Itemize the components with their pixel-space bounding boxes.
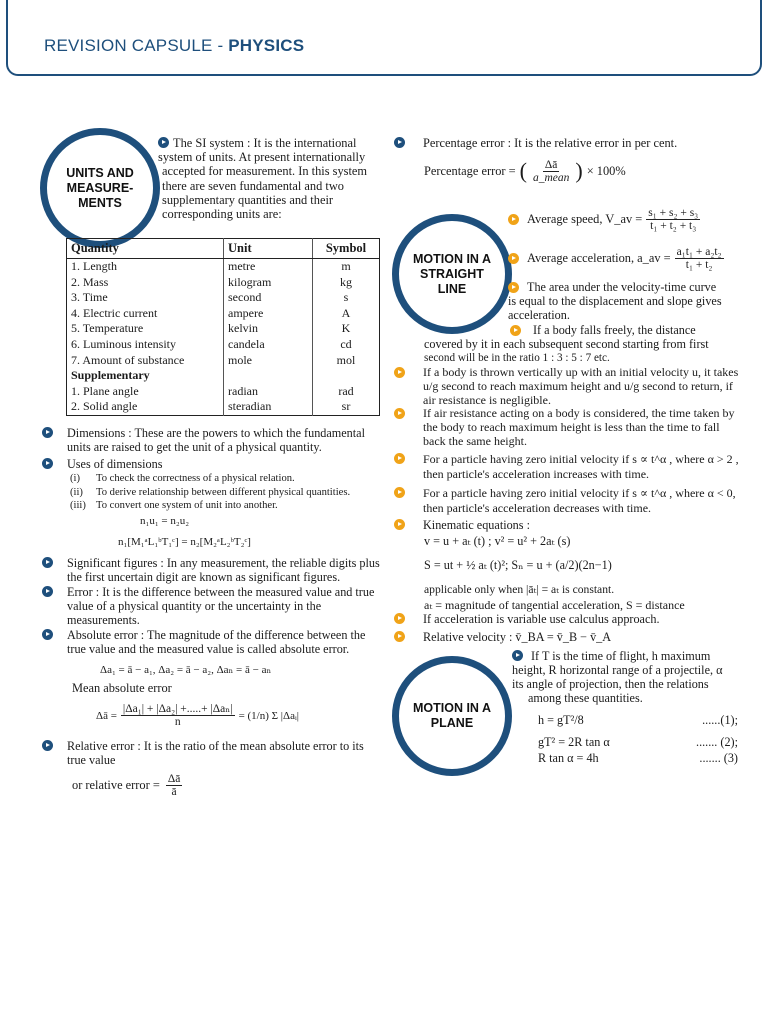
- list-item: h = gT²/8 ......(1);: [538, 713, 738, 727]
- projectile-item: If T is the time of flight, h maximum height, R horizontal range of a projectile, α its angle of projection, then the relations among these quantities.: [512, 649, 723, 705]
- velocity-time-area-item: The area under the velocity-time curve is equal to the displacement and slope gives acceleration.: [508, 280, 722, 322]
- air-resistance-item: If air resistance acting on a body is considered, the time taken by the body to reach maximum height is less than the time to fall back the same height.: [394, 407, 739, 448]
- chevron-right-icon: [394, 487, 405, 498]
- motion-in-plane-circle: MOTION IN A PLANE: [392, 656, 512, 776]
- kinematic-condition: applicable only when |āₜ| = aₜ is constant.: [424, 583, 615, 596]
- chevron-right-icon: [394, 631, 405, 642]
- chevron-right-icon: [42, 629, 53, 640]
- conversion-equation-2: n₁[M₁ᵃL₁ᵇT₁ᶜ] = n₂[M₂ᵃL₂ᵇT₂ᶜ]: [118, 536, 251, 548]
- list-item: (ii) To derive relationship between different physical quantities.: [70, 486, 351, 498]
- uses-of-dimensions-title: Uses of dimensions: [42, 457, 382, 472]
- chevron-right-icon: [42, 740, 53, 751]
- relative-velocity-item: Relative velocity : v̄_BA = v̄_B − v̄_A: [394, 630, 739, 645]
- table-row: 1. Plane angle radian rad: [67, 384, 380, 400]
- percentage-error-item: Percentage error : It is the relative error in per cent.: [394, 136, 739, 151]
- table-header-row: Quantity Unit Symbol: [67, 239, 380, 259]
- table-row: 4. Electric current ampere A: [67, 306, 380, 322]
- si-system-intro: The SI system : It is the international system of units. At present internationally accepted for measurement. In this system there are seven fundamental and two supplementary quantities and their corresponding units are:: [158, 136, 368, 222]
- significant-figures-item: Significant figures : In any measurement, the reliable digits plus the first uncertain digit are known as significant figures.: [42, 556, 382, 584]
- free-fall-item: If a body falls freely, the distance covered by it in each subsequent second starting from first second will be in the ratio 1 : 3 : 5 : 7 etc.: [424, 323, 709, 364]
- uses-list: [70, 472, 382, 513]
- chevron-right-icon: [508, 214, 519, 225]
- chevron-right-icon: [508, 282, 519, 293]
- chevron-right-icon: [394, 613, 405, 624]
- list-item: (i) To check the correctness of a physical relation.: [70, 473, 295, 484]
- dimensions-item: Dimensions : These are the powers to which the fundamental units are raised to get the unit of a physical quantity.: [42, 426, 382, 454]
- thrown-up-item: If a body is thrown vertically up with an initial velocity u, it takes u/g second to reach maximum height and u/g second to return, if air resistance is negligible.: [394, 366, 739, 407]
- percentage-error-equation: Percentage error = ( $\frac{\Delta ā}{\text{a\_mean}}$ ) × 100%: [424, 158, 626, 184]
- table-row: 1. Length metre m: [67, 259, 380, 275]
- kinematic-equation-1: v = u + aₜ (t) ; v² = u² + 2aₜ (s): [424, 534, 571, 548]
- list-item: R tan α = 4h ....... (3): [538, 751, 738, 765]
- error-item: Error : It is the difference between the measured value and true value of a physical quantity or the uncertainty in the measurements.: [42, 585, 382, 627]
- table-row: 5. Temperature kelvin K: [67, 321, 380, 337]
- kinematic-equation-2: S = ut + ½ aₜ (t)²; Sₙ = u + (a/2)(2n−1): [424, 558, 612, 572]
- header-bar: [6, 0, 762, 76]
- relative-error-equation: or relative error = $\frac{\Delta ā}{ā}$: [72, 773, 181, 798]
- acceleration-increases-item: For a particle having zero initial velocity if s ∝ t^α , where α > 2 , then particle's acceleration increases with time.: [394, 452, 739, 482]
- conversion-equation-1: n₁u₁ = n₂u₂: [140, 515, 190, 527]
- chevron-right-icon: [42, 557, 53, 568]
- page-title: REVISION CAPSULE - PHYSICS: [44, 36, 305, 55]
- chevron-right-icon: [394, 519, 405, 530]
- list-item: (iii) To convert one system of unit into another.: [70, 500, 278, 511]
- average-acceleration-equation: Average acceleration, a_av = $\frac{\text{a₁t₁ + a₂t₂}}{\text{t₁ + t₂}}$: [508, 246, 724, 271]
- table-row: 7. Amount of substance mole mol: [67, 353, 380, 369]
- absolute-error-item: Absolute error : The magnitude of the difference between the true value and the measured value is called absolute error.: [42, 628, 382, 656]
- mean-absolute-error-label: Mean absolute error: [72, 681, 172, 695]
- chevron-right-icon: [394, 367, 405, 378]
- chevron-right-icon: [42, 586, 53, 597]
- chevron-right-icon: [512, 650, 523, 661]
- motion-in-straight-line-circle: MOTION IN A STRAIGHT LINE: [392, 214, 512, 334]
- table-row: 2. Solid angle steradian sr: [67, 399, 380, 415]
- chevron-right-icon: [510, 325, 521, 336]
- table-row: 3. Time second s: [67, 290, 380, 306]
- absolute-error-equation: Δa₁ = ā − a₁, Δa₂ = ā − a₂, Δaₙ = ā − aₙ: [100, 664, 272, 676]
- chevron-right-icon: [42, 458, 53, 469]
- list-item: gT² = 2R tan α ....... (2);: [538, 735, 738, 749]
- acceleration-decreases-item: For a particle having zero initial velocity if s ∝ t^α , where α < 0, then particle's acceleration decreases with time.: [394, 486, 739, 516]
- chevron-right-icon: [42, 427, 53, 438]
- si-units-table: [66, 238, 380, 416]
- units-and-measurements-circle: UNITS AND MEASURE- MENTS: [40, 128, 160, 248]
- relative-error-item: Relative error : It is the ratio of the mean absolute error to its true value: [42, 739, 382, 767]
- table-row: 6. Luminous intensity candela cd: [67, 337, 380, 353]
- table-row-supplementary: Supplementary: [67, 368, 380, 384]
- chevron-right-icon: [158, 137, 169, 148]
- chevron-right-icon: [508, 253, 519, 264]
- table-row: 2. Mass kilogram kg: [67, 275, 380, 291]
- mean-absolute-error-equation: Δā = $\frac{\text{|Δa₁| + |Δa₂| +.....+ |Δaₙ|}}{n}$ = (1/n) Σ |Δaᵢ|: [96, 703, 299, 728]
- chevron-right-icon: [394, 453, 405, 464]
- kinematic-equations-title: Kinematic equations :: [394, 518, 739, 533]
- projectile-equations: [538, 712, 738, 766]
- chevron-right-icon: [394, 137, 405, 148]
- calculus-approach-item: If acceleration is variable use calculus approach.: [394, 612, 739, 627]
- tangential-acceleration-definition: aₜ = magnitude of tangential acceleration, S = distance: [424, 598, 685, 612]
- chevron-right-icon: [394, 408, 405, 419]
- average-speed-equation: Average speed, V_av = $\frac{\text{s₁ + s₂ + s₃}}{\text{t₁ + t₂ + t₃}}$: [508, 207, 700, 232]
